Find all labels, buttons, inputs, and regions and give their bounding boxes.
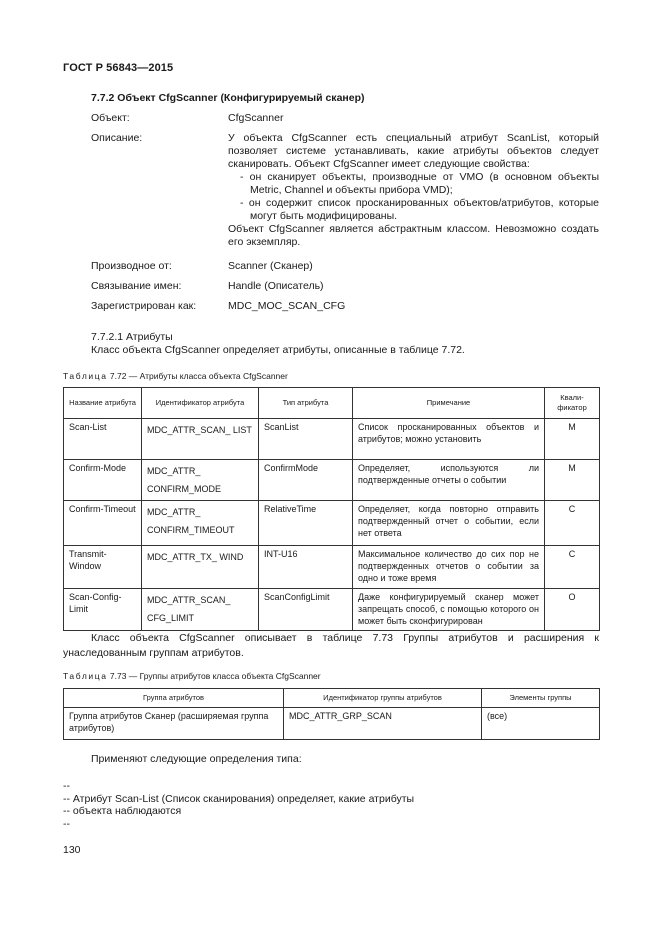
attribute-name: Transmit-Window [64, 546, 142, 589]
attribute-name: Scan-List [64, 419, 142, 460]
column-header: Идентификатор группы атрибутов [284, 689, 482, 708]
attribute-id: MDC_ATTR_ CONFIRM_MODE [142, 460, 259, 501]
column-header: Примечание [353, 388, 545, 419]
binding-label: Связывание имен: [91, 280, 182, 292]
description-bullet: - он сканирует объекты, производные от VMO (в основном объекты Metric, Channel и объекты прибора VMD); [240, 171, 599, 196]
attribute-type: RelativeTime [259, 501, 353, 546]
table-header-row [64, 388, 600, 419]
table-row [64, 589, 600, 631]
table-caption: Таблица 7.73 — Группы атрибутов класса объекта CfgScanner [63, 671, 321, 681]
attribute-type: INT-U16 [259, 546, 353, 589]
attribute-qualifier: C [545, 546, 600, 589]
object-label: Объект: [91, 112, 130, 124]
derived-value: Scanner (Сканер) [228, 260, 313, 272]
description-bullet: - он содержит список просканированных объектов/атрибутов, которые могут быть модифицированы. [240, 197, 599, 222]
attribute-name: Confirm-Mode [64, 460, 142, 501]
table-row [64, 460, 600, 501]
attribute-qualifier: C [545, 501, 600, 546]
attributes-table [63, 387, 600, 631]
attribute-id: MDC_ATTR_TX_ WIND [142, 546, 259, 589]
attribute-note: Максимальное количество до сих пор не подтвержденных отчетов о событии за одно и тоже время [353, 546, 545, 589]
attribute-id: MDC_ATTR_SCAN_ LIST [142, 419, 259, 460]
description-intro: У объекта CfgScanner есть специальный атрибут ScanList, который позволяет системе устанавливать, какие атрибуты объектов следует сканировать. Объект CfgScanner имеет следующие свойства: [228, 132, 599, 170]
description-outro: Объект CfgScanner является абстрактным классом. Невозможно создать его экземпляр. [228, 223, 599, 248]
attribute-type: ConfirmMode [259, 460, 353, 501]
table-caption: Таблица 7.72 — Атрибуты класса объекта CfgScanner [63, 371, 288, 381]
attribute-note: Даже конфигурируемый сканер может запрещать способ, с помощью которого он может быть сконфигурирован [353, 589, 545, 631]
groups-paragraph: Класс объекта CfgScanner описывает в таблице 7.73 Группы атрибутов и расширения к унаследованным группам атрибутов. [63, 632, 599, 659]
attribute-type: ScanConfigLimit [259, 589, 353, 631]
table-row [64, 501, 600, 546]
page-header: ГОСТ Р 56843—2015 [63, 62, 174, 74]
group-name: Группа атрибутов Сканер (расширяемая группа атрибутов) [64, 708, 284, 740]
group-elements: (все) [482, 708, 600, 740]
page-number: 130 [63, 844, 81, 856]
column-header: Тип атрибута [259, 388, 353, 419]
description-label: Описание: [91, 132, 143, 144]
attribute-note: Определяет, используются ли подтвержденные отчеты о событии [353, 460, 545, 501]
table-row [64, 546, 600, 589]
table-header-row [64, 689, 600, 708]
code-block [63, 780, 414, 830]
attribute-name: Scan-Config-Limit [64, 589, 142, 631]
column-header: Идентификатор атрибута [142, 388, 259, 419]
column-header: Квали-фикатор [545, 388, 600, 419]
registered-label: Зарегистрирован как: [91, 300, 197, 312]
attribute-note: Определяет, когда повторно отправить подтвержденный отчет о событии, если нет ответа [353, 501, 545, 546]
subsection-title: 7.7.2.1 Атрибуты [91, 331, 173, 343]
attribute-groups-table [63, 688, 600, 740]
subsection-text: Класс объекта CfgScanner определяет атрибуты, описанные в таблице 7.72. [91, 344, 465, 356]
attribute-type: ScanList [259, 419, 353, 460]
code-line: -- [63, 780, 70, 792]
registered-value: MDC_MOC_SCAN_CFG [228, 300, 346, 312]
types-paragraph: Применяют следующие определения типа: [91, 753, 302, 765]
attribute-id: MDC_ATTR_ CONFIRM_TIMEOUT [142, 501, 259, 546]
attribute-note: Список просканированных объектов и атрибутов; можно установить [353, 419, 545, 460]
attribute-qualifier: M [545, 460, 600, 501]
code-line: -- Атрибут Scan-List (Список сканирования) определяет, какие атрибуты [63, 792, 415, 805]
attribute-qualifier: M [545, 419, 600, 460]
attribute-qualifier: O [545, 589, 600, 631]
table-row [64, 708, 600, 740]
table-row [64, 419, 600, 460]
column-header: Группа атрибутов [64, 689, 284, 708]
derived-label: Производное от: [91, 260, 172, 272]
object-value: CfgScanner [228, 112, 284, 124]
attribute-id: MDC_ATTR_SCAN_ CFG_LIMIT [142, 589, 259, 631]
section-title: 7.7.2 Объект CfgScanner (Конфигурируемый сканер) [91, 92, 365, 104]
column-header: Название атрибута [64, 388, 142, 419]
binding-value: Handle (Описатель) [228, 280, 324, 292]
code-line: -- объекта наблюдаются [63, 805, 182, 817]
code-line: -- [63, 817, 70, 830]
subsection-attributes [91, 331, 465, 357]
description-block [228, 132, 599, 249]
attribute-name: Confirm-Timeout [64, 501, 142, 546]
column-header: Элементы группы [482, 689, 600, 708]
group-id: MDC_ATTR_GRP_SCAN [284, 708, 482, 740]
